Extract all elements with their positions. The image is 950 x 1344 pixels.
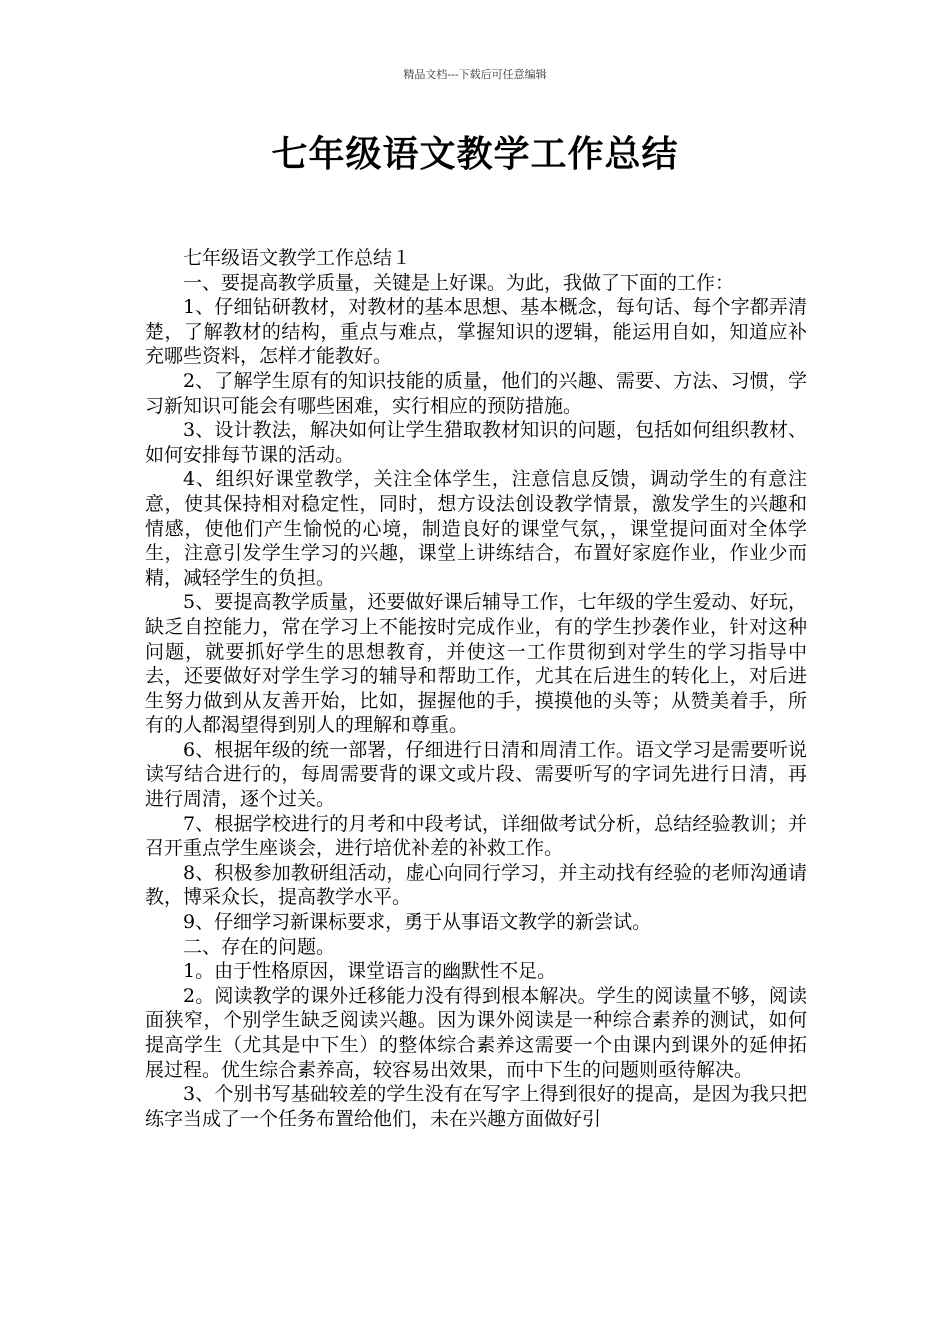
paragraph: 9、仔细学习新课标要求，勇于从事语文教学的新尝试。 — [183, 911, 652, 934]
document-title: 七年级语文教学工作总结 — [271, 134, 679, 175]
section-heading: 七年级语文教学工作总结１ — [183, 247, 412, 269]
paragraph: 一、要提高教学质量，关键是上好课。为此，我做了下面的工作： — [183, 271, 735, 294]
paragraph: 1。由于性格原因，课堂语言的幽默性不足。 — [183, 960, 557, 983]
paragraph: 2。阅读教学的课外迁移能力没有得到根本解决。学生的阅读量不够，阅读面狭窄，个别学生缺乏阅读兴趣。因为课外阅读是一种综合素养的测试，如何提高学生（尤其是中下生）的整体综合素养这需要一个由课内到课外的延伸拓展过程。优生综合素养高，较容易出效果，而中下生的问题则亟待解决。 — [145, 984, 807, 1081]
paragraph: 8、积极参加教研组活动，虚心向同行学习，并主动找有经验的老师沟通请教，博采众长，提高教学水平。 — [145, 861, 807, 909]
paragraph: 5、要提高教学质量，还要做好课后辅导工作，七年级的学生爱动、好玩，缺乏自控能力，常在学习上不能按时完成作业，有的学生抄袭作业，针对这种问题，就要抓好学生的思想教育，并使这一工作贯彻到对学生的学习指导中去，还要做好对学生学习的辅导和帮助工作，尤其在后进生的转化上，对后进生努力做到从友善开始，比如，握握他的手，摸摸他的头等；从赞美着手，所有的人都渴望得到别人的理解和尊重。 — [145, 591, 807, 737]
paragraph: 7、根据学校进行的月考和中段考试，详细做考试分析，总结经验教训；并召开重点学生座谈会，进行培优补差的补救工作。 — [145, 812, 807, 860]
paragraph: 3、个别书写基础较差的学生没有在写字上得到很好的提高，是因为我只把练字当成了一个任务布置给他们，未在兴趣方面做好引 — [145, 1083, 807, 1130]
paragraph: 3、设计教法，解决如何让学生猎取教材知识的问题，包括如何组织教材、如何安排每节课的活动。 — [145, 419, 807, 466]
page-header-note: 精品文档---下载后可任意编辑 — [403, 68, 547, 81]
paragraph: 2、了解学生原有的知识技能的质量，他们的兴趣、需要、方法、习惯，学习新知识可能会有哪些困难，实行相应的预防措施。 — [145, 369, 807, 417]
document-body — [145, 246, 807, 1131]
paragraph: 1、仔细钻研教材，对教材的基本思想、基本概念，每句话、每个字都弄清楚，了解教材的结构，重点与难点，掌握知识的逻辑，能运用自如，知道应补充哪些资料，怎样才能教好。 — [145, 296, 807, 368]
paragraph: 4、组织好课堂教学，关注全体学生，注意信息反馈，调动学生的有意注意，使其保持相对稳定性，同时，想方设法创设教学情景，激发学生的兴趣和情感，使他们产生愉悦的心境，制造良好的课堂气氛，，课堂提问面对全体学生，注意引发学生学习的兴趣，课堂上讲练结合，布置好家庭作业，作业少而精，减轻学生的负担。 — [145, 468, 807, 589]
paragraph: 6、根据年级的统一部署，仔细进行日清和周清工作。语文学习是需要听说读写结合进行的，每周需要背的课文或片段、需要听写的字词先进行日清，再进行周清，逐个过关。 — [145, 738, 807, 811]
paragraph: 二、存在的问题。 — [183, 935, 336, 958]
